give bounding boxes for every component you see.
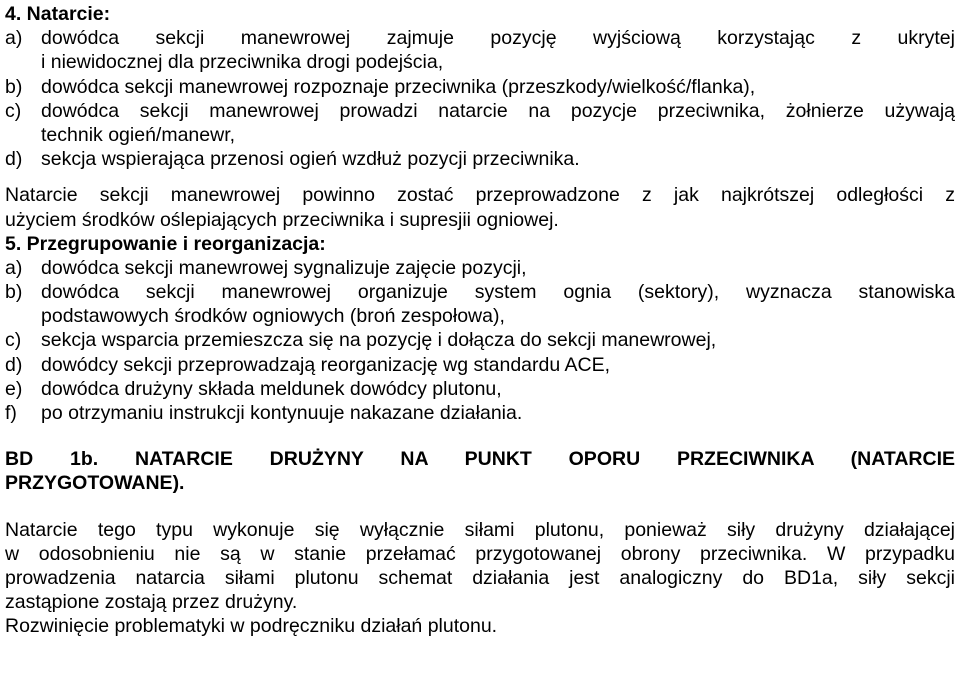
bd1b-heading-line-1: BD 1b. NATARCIE DRUŻYNY NA PUNKT OPORU PRZECIWNIKA (NATARCIE xyxy=(5,448,955,471)
bd1b-paragraph-line-4: zastąpione zostają przez drużyny. xyxy=(5,591,298,614)
list-item-4d xyxy=(5,147,955,171)
list-item-4a xyxy=(5,26,955,50)
list-item-5a xyxy=(5,256,955,280)
list-item-5f xyxy=(5,401,955,425)
list-item-text: dowódca sekcji manewrowej sygnalizuje zajęcie pozycji, xyxy=(41,256,527,279)
list-item-5d xyxy=(5,353,955,377)
list-marker: a) xyxy=(5,256,23,279)
list-item-text: dowódca drużyny składa meldunek dowódcy plutonu, xyxy=(41,377,502,400)
list-item-4c xyxy=(5,99,955,123)
list-item-text: dowódca sekcji manewrowej organizuje system ognia (sektory), wyznacza stanowiska xyxy=(41,281,955,304)
section-4-paragraph-line-2: użyciem środków oślepiających przeciwnika i supresjii ogniowej. xyxy=(5,208,559,231)
list-marker: f) xyxy=(5,402,17,424)
list-item-text: sekcja wsparcia przemieszcza się na pozycję i dołącza do sekcji manewrowej, xyxy=(41,329,717,352)
bd1b-paragraph-line-1: Natarcie tego typu wykonuje się wyłącznie siłami plutonu, ponieważ siły drużyny działającej xyxy=(5,518,955,541)
bd1b-footer-line: Rozwinięcie problematyki w podręczniku działań plutonu. xyxy=(5,615,498,638)
document-page xyxy=(5,0,955,639)
list-item-continuation: i niewidocznej dla przeciwnika drogi podejścia, xyxy=(41,51,444,74)
list-item-continuation: podstawowych środków ogniowych (broń zespołowa), xyxy=(41,305,505,328)
list-item-text: dowódca sekcji manewrowej zajmuje pozycję wyjściową korzystając z ukrytej xyxy=(41,27,955,50)
list-item-text: sekcja wspierająca przenosi ogień wzdłuż pozycji przeciwnika. xyxy=(41,148,580,171)
list-marker: b) xyxy=(5,281,23,304)
bd1b-heading-line-2: PRZYGOTOWANE). xyxy=(5,472,185,495)
bd1b-paragraph-line-3: prowadzenia natarcia siłami plutonu schemat działania jest analogiczny do BD1a, siły sekcji xyxy=(5,566,955,589)
section-4-heading: 4. Natarcie: xyxy=(5,3,111,25)
list-marker: a) xyxy=(5,27,23,50)
list-marker: e) xyxy=(5,377,23,400)
section-5-heading: 5. Przegrupowanie i reorganizacja: xyxy=(5,232,326,255)
list-item-text: po otrzymaniu instrukcji kontynuuje nakazane działania. xyxy=(41,402,523,424)
list-item-5c xyxy=(5,328,955,352)
list-item-text: dowódca sekcji manewrowej rozpoznaje przeciwnika (przeszkody/wielkość/flanka), xyxy=(41,75,756,98)
list-marker: c) xyxy=(5,329,22,352)
section-4-paragraph-line-1: Natarcie sekcji manewrowej powinno zostać przeprowadzone z jak najkrótszej odległości z xyxy=(5,184,955,207)
list-item-4b xyxy=(5,75,955,99)
list-marker: d) xyxy=(5,353,23,376)
list-item-text: dowódca sekcji manewrowej prowadzi natarcie na pozycje przeciwnika, żołnierze używają xyxy=(41,99,955,122)
list-item-text: dowódcy sekcji przeprowadzają reorganizację wg standardu ACE, xyxy=(41,353,611,376)
list-item-5b xyxy=(5,280,955,304)
list-marker: b) xyxy=(5,75,23,98)
list-marker: d) xyxy=(5,148,23,171)
list-marker: c) xyxy=(5,99,22,122)
list-item-5e xyxy=(5,377,955,401)
bd1b-paragraph-line-2: w odosobnieniu nie są w stanie przełamać przygotowanej obrony przeciwnika. W przypadku xyxy=(5,542,955,565)
list-item-continuation: technik ogień/manewr, xyxy=(41,123,236,146)
